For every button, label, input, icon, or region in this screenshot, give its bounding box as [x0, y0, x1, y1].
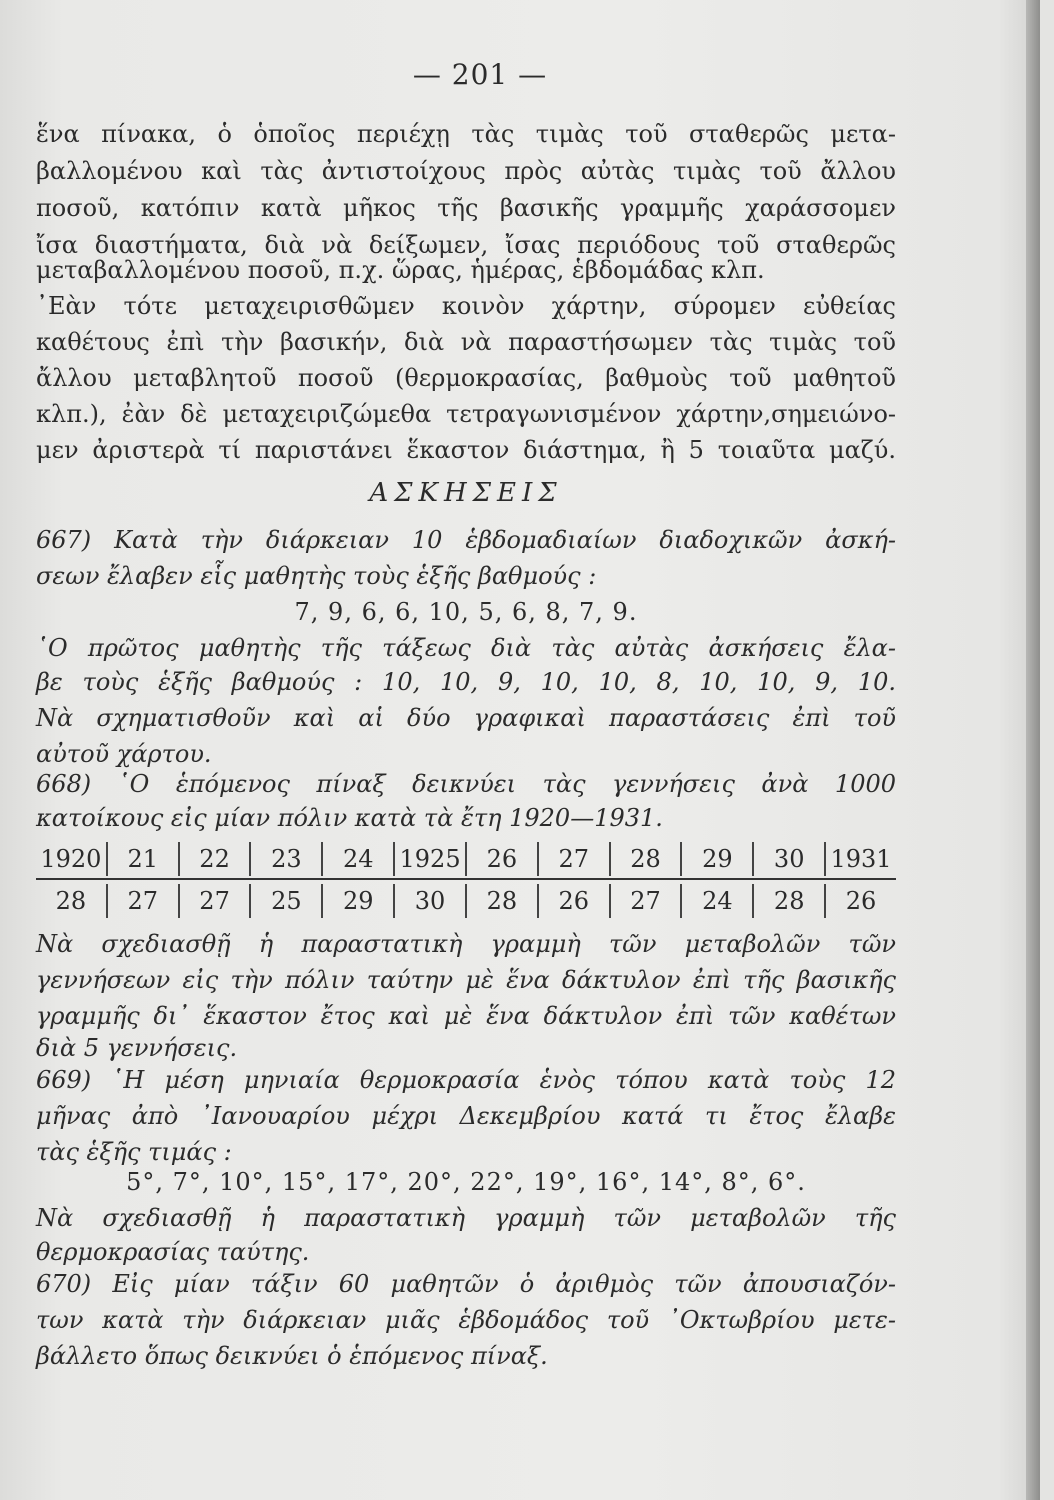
table-rule [36, 878, 896, 880]
table-cell-births: 26 [824, 884, 896, 918]
table-cell-births: 30 [393, 884, 465, 918]
paragraph-line: ἕνα πίνακα, ὁ ὁποῖος περιέχῃ τὰς τιμὰς τοῦ σταθερῶς μετα- [36, 120, 896, 148]
exercise-668-line: κατοίκους εἰς μίαν πόλιν κατὰ τὰ ἔτη 1920—1931. [36, 804, 663, 832]
table-cell-births: 28 [55, 887, 87, 915]
table-cell-year: 26 [465, 842, 537, 876]
table-cell-births: 29 [321, 884, 393, 918]
table-row-years [36, 842, 896, 876]
table-cell-births: 27 [106, 884, 178, 918]
table-cell-births: 28 [465, 884, 537, 918]
table-cell-year: 1920 [40, 845, 102, 873]
exercise-668-line: διὰ 5 γεννήσεις. [36, 1034, 238, 1062]
section-heading: ΑΣΚΗΣΕΙΣ [369, 478, 563, 508]
table-cell-year: 1925 [393, 842, 465, 876]
exercise-669-line: Νὰ σχεδιασθῇ ἡ παραστατικὴ γραμμὴ τῶν μεταβολῶν τῆς [36, 1204, 896, 1232]
page-edge [1026, 0, 1040, 1500]
paragraph-line: μεν ἀριστερὰ τί παριστάνει ἕκαστον διάστημα, ἢ 5 τοιαῦτα μαζύ. [36, 436, 896, 464]
table-cell-births: 26 [537, 884, 609, 918]
exercise-668-line: Νὰ σχεδιασθῇ ἡ παραστατικὴ γραμμὴ τῶν μεταβολῶν τῶν [36, 930, 896, 958]
exercise-670-line: των κατὰ τὴν διάρκειαν μιᾶς ἑβδομάδος τοῦ ᾿Οκτωβρίου μετε- [36, 1306, 896, 1334]
exercise-667-line: σεων ἔλαβεν εἷς μαθητὴς τοὺς ἑξῆς βαθμούς : [36, 562, 597, 590]
table-cell-births: 28 [752, 884, 824, 918]
paragraph-line: ᾿Εὰν τότε μεταχειρισθῶμεν κοινὸν χάρτην, σύρομεν εὐθείας [36, 292, 896, 320]
paragraph-line: μεταβαλλομένου ποσοῦ, π.χ. ὥρας, ἡμέρας, ἑβδομάδας κλπ. [36, 256, 765, 284]
exercise-669-values: 5°, 7°, 10°, 15°, 17°, 20°, 22°, 19°, 16°, 14°, 8°, 6°. [126, 1168, 806, 1196]
table-cell-births: 25 [249, 884, 321, 918]
table-cell-year: 28 [609, 842, 681, 876]
exercise-669-line: 669) ῾Η μέση μηνιαία θερμοκρασία ἑνὸς τόπου κατὰ τοὺς 12 [36, 1066, 896, 1094]
table-cell-births: 27 [178, 884, 250, 918]
exercise-667-values: 7, 9, 6, 6, 10, 5, 6, 8, 7, 9. [294, 598, 638, 626]
table-cell-births: 24 [680, 884, 752, 918]
exercise-667-line: βε τοὺς ἑξῆς βαθμούς : 10, 10, 9, 10, 10, 8, 10, 10, 9, 10. [36, 668, 896, 696]
paragraph-line: ποσοῦ, κατόπιν κατὰ μῆκος τῆς βασικῆς γραμμῆς χαράσσομεν [36, 194, 896, 222]
births-table [36, 842, 896, 918]
paragraph-line: βαλλομένου καὶ τὰς ἀντιστοίχους πρὸς αὐτὰς τιμὰς τοῦ ἄλλου [36, 157, 896, 185]
paragraph-line: καθέτους ἐπὶ τὴν βασικήν, διὰ νὰ παραστήσωμεν τὰς τιμὰς τοῦ [36, 328, 896, 356]
exercise-669-line: μῆνας ἀπὸ ᾿Ιανουαρίου μέχρι Δεκεμβρίου κατά τι ἔτος ἔλαβε [36, 1102, 896, 1130]
exercise-668-line: 668) ῾Ο ἑπόμενος πίναξ δεικνύει τὰς γεννήσεις ἀνὰ 1000 [36, 770, 896, 798]
paragraph-line: κλπ.), ἐὰν δὲ μεταχειριζώμεθα τετραγωνισμένον χάρτην,σημειώνο- [36, 400, 896, 428]
exercise-668-line: γεννήσεων εἰς τὴν πόλιν ταύτην μὲ ἕνα δάκτυλον ἐπὶ τῆς βασικῆς [36, 966, 896, 994]
exercise-667-line: Νὰ σχηματισθοῦν καὶ αἱ δύο γραφικαὶ παραστάσεις ἐπὶ τοῦ [36, 704, 896, 732]
exercise-670-line: 670) Εἰς μίαν τάξιν 60 μαθητῶν ὁ ἀριθμὸς τῶν ἀπουσιαζόν- [36, 1270, 896, 1298]
paragraph-line: ἄλλου μεταβλητοῦ ποσοῦ (θερμοκρασίας, βαθμοὺς τοῦ μαθητοῦ [36, 364, 896, 392]
table-cell-year: 29 [680, 842, 752, 876]
table-cell-births: 27 [609, 884, 681, 918]
exercise-667-line: αὐτοῦ χάρτου. [36, 740, 212, 768]
table-cell-year: 21 [106, 842, 178, 876]
table-row-births [36, 884, 896, 918]
exercise-667-line: 667) Κατὰ τὴν διάρκειαν 10 ἑβδομαδιαίων διαδοχικῶν ἀσκή- [36, 526, 896, 554]
table-cell-year: 1931 [824, 842, 896, 876]
page-number: — 201 — [412, 58, 548, 91]
exercise-668-line: γραμμῆς δι᾿ ἕκαστον ἔτος καὶ μὲ ἕνα δάκτυλον ἐπὶ τῶν καθέτων [36, 1002, 896, 1030]
table-cell-year: 22 [178, 842, 250, 876]
exercise-670-line: βάλλετο ὅπως δεικνύει ὁ ἑπόμενος πίναξ. [36, 1342, 548, 1370]
paragraph-line: ἴσα διαστήματα, διὰ νὰ δείξωμεν, ἴσας περιόδους τοῦ σταθερῶς [36, 231, 896, 259]
table-cell-year: 27 [537, 842, 609, 876]
exercise-669-line: θερμοκρασίας ταύτης. [36, 1238, 310, 1266]
table-cell-year: 24 [321, 842, 393, 876]
exercise-669-line: τὰς ἑξῆς τιμάς : [36, 1138, 232, 1166]
table-cell-year: 23 [249, 842, 321, 876]
exercise-667-line: ῾Ο πρῶτος μαθητὴς τῆς τάξεως διὰ τὰς αὐτὰς ἀσκήσεις ἔλα- [36, 634, 896, 662]
table-cell-year: 30 [752, 842, 824, 876]
